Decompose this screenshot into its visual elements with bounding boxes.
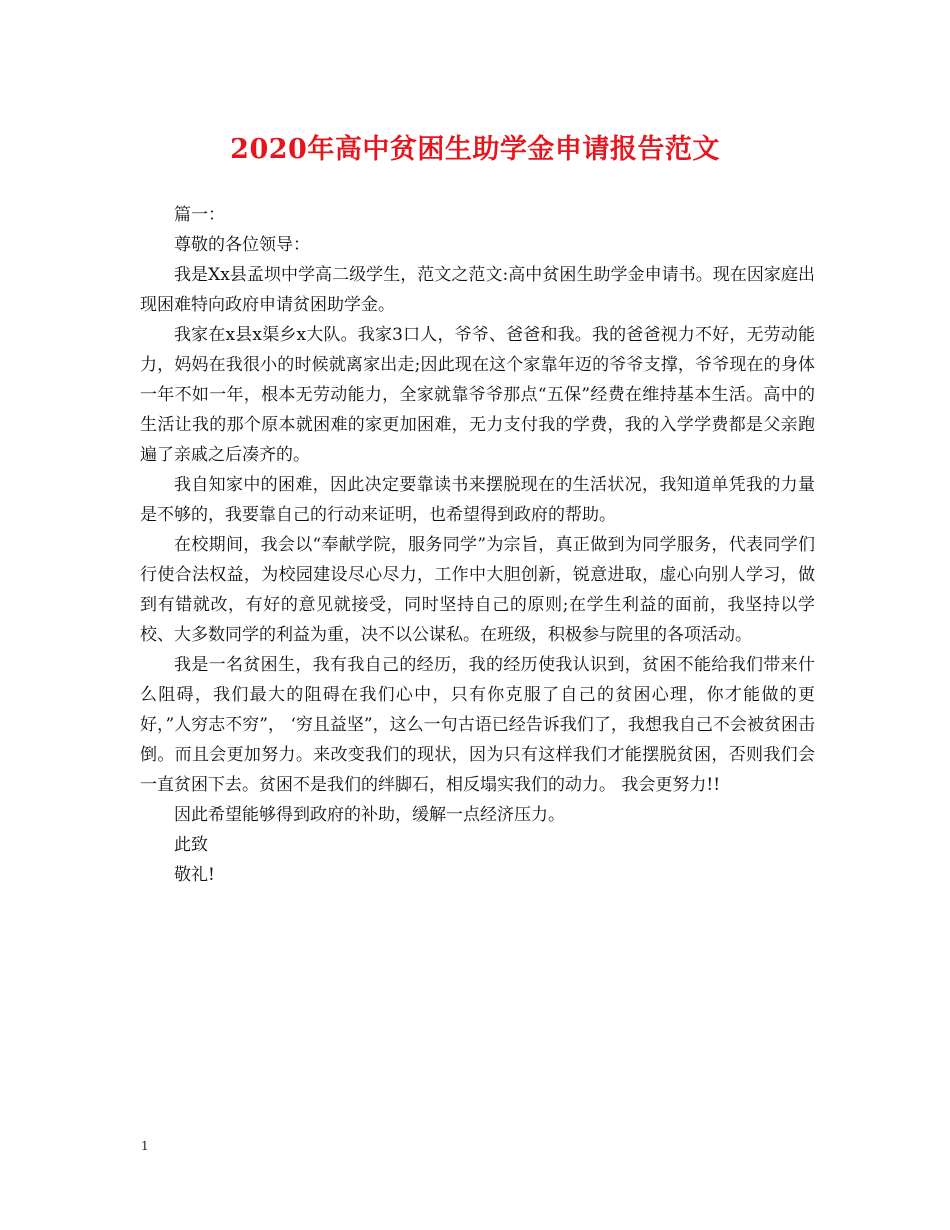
closing-line-1: 此致 bbox=[174, 835, 208, 855]
paragraph-determination: 我自知家中的困难，因此决定要靠读书来摆脱现在的生活状况，我知道单凭我的力量是不够的，我要靠自己的行动来证明，也希望得到政府的帮助。 bbox=[140, 475, 815, 525]
section-heading: 篇一： bbox=[174, 205, 225, 225]
page-number: 1 bbox=[141, 1139, 149, 1153]
paragraph-experience: 我是一名贫困生，我有我自己的经历，我的经历使我认识到，贫困不能给我们带来什么阻碍，我们最大的阻碍在我们心中，只有你克服了自己的贫困心理，你才能做的更好，”人穷志不穷”， ‘穷且益坚”，这么一句古语已经告诉我们了，我想我自己不会被贫困击倒。而且会更加努力。来改变我们的现状，因为只有这样我们才能摆脱贫困，否则我们会一直贫困下去。贫困不是我们的绊脚石，相反塌实我们的动力。 我会更努力!! bbox=[140, 655, 815, 795]
salutation: 尊敬的各位领导： bbox=[174, 235, 310, 255]
document-title: 2020年高中贫困生助学金申请报告范文 bbox=[230, 134, 720, 165]
paragraph-intro: 我是Xx县孟坝中学高二级学生，范文之范文:高中贫困生助学金申请书。现在因家庭出现困难特向政府申请贫困助学金。 bbox=[140, 265, 815, 315]
paragraph-request: 因此希望能够得到政府的补助，缓解一点经济压力。 bbox=[174, 805, 565, 825]
closing-line-2: 敬礼! bbox=[174, 865, 215, 885]
document-body bbox=[140, 200, 815, 890]
paragraph-family: 我家在x县x渠乡x大队。我家3口人，爷爷、爸爸和我。我的爸爸视力不好，无劳动能力，妈妈在我很小的时候就离家出走;因此现在这个家靠年迈的爷爷支撑，爷爷现在的身体一年不如一年，根本无劳动能力，全家就靠爷爷那点“五保”经费在维持基本生活。高中的生活让我的那个原本就困难的家更加困难，无力支付我的学费，我的入学学费都是父亲跑遍了亲戚之后凑齐的。 bbox=[140, 325, 815, 465]
paragraph-school: 在校期间，我会以“奉献学院，服务同学”为宗旨，真正做到为同学服务，代表同学们行使合法权益，为校园建设尽心尽力，工作中大胆创新，锐意进取，虚心向别人学习，做到有错就改，有好的意见就接受，同时坚持自己的原则;在学生利益的面前，我坚持以学校、大多数同学的利益为重，决不以公谋私。在班级，积极参与院里的各项活动。 bbox=[140, 535, 815, 645]
